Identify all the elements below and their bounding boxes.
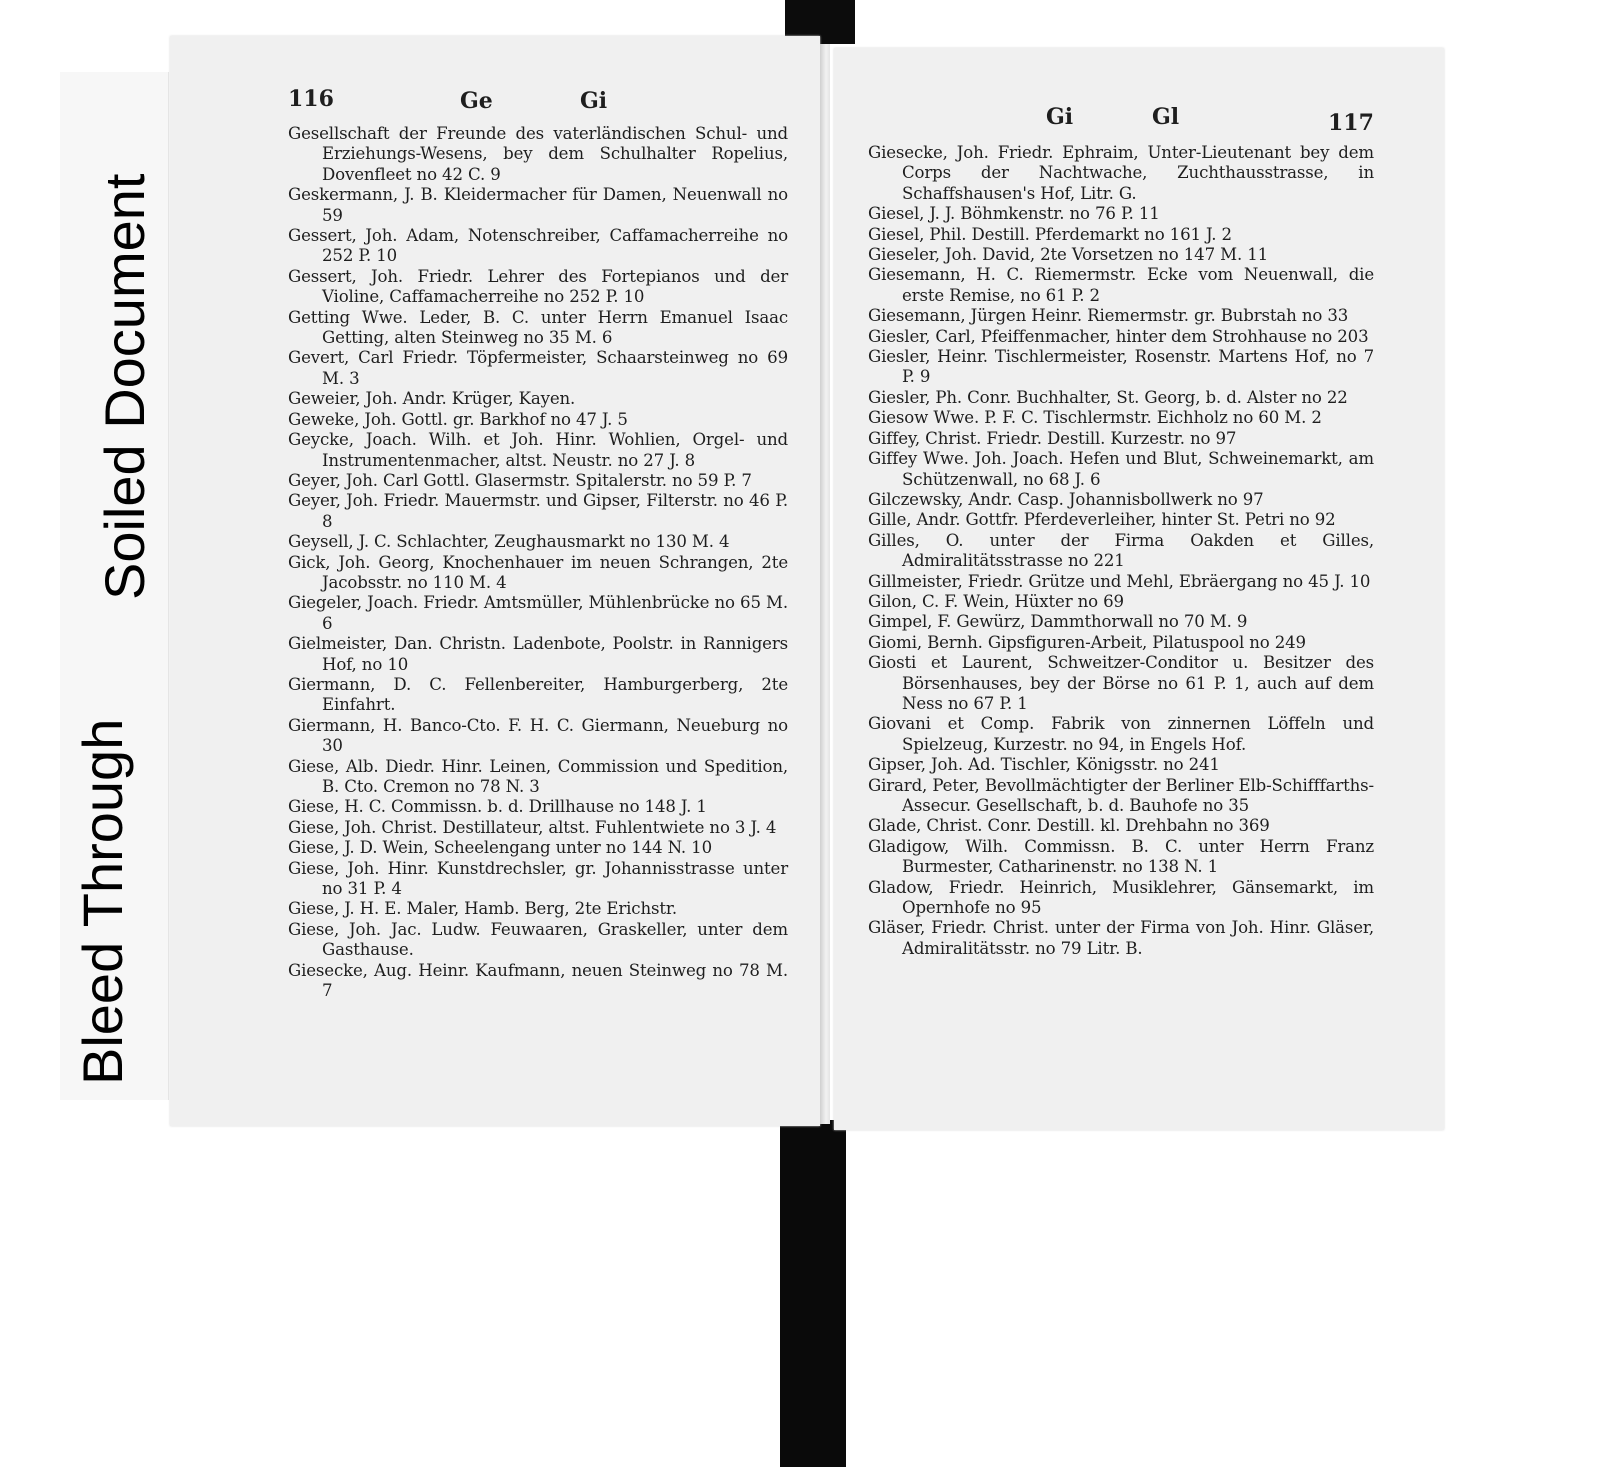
directory-entry: Gevert, Carl Friedr. Töpfermeister, Schaarsteinweg no 69 M. 3	[288, 348, 788, 388]
directory-entry: Giermann, D. C. Fellenbereiter, Hamburgerberg, 2te Einfahrt.	[288, 674, 788, 715]
directory-entry: Gladigow, Wilh. Commissn. B. C. unter Herrn Franz Burmester, Catharinenstr. no 138 N. 1	[868, 836, 1374, 877]
directory-entry: Giffey, Christ. Friedr. Destill. Kurzestr. no 97	[868, 428, 1237, 448]
directory-entry: Getting Wwe. Leder, B. C. unter Herrn Emanuel Isaac Getting, alten Steinweg no 35 M. 6	[288, 307, 788, 348]
directory-entry: Gieseler, Joh. David, 2te Vorsetzen no 147 M. 11	[868, 245, 1269, 265]
directory-entry: Gick, Joh. Georg, Knochenhauer im neuen Schrangen, 2te Jacobsstr. no 110 M. 4	[288, 552, 788, 592]
right-page-number: 117	[1328, 110, 1374, 136]
directory-entry: Giese, J. H. E. Maler, Hamb. Berg, 2te Erichstr.	[288, 899, 677, 919]
directory-entry: Giesel, Phil. Destill. Pferdemarkt no 161 J. 2	[868, 224, 1232, 244]
directory-entry: Geysell, J. C. Schlachter, Zeughausmarkt no 130 M. 4	[288, 532, 730, 552]
directory-entry: Gilon, C. F. Wein, Hüxter no 69	[868, 591, 1124, 611]
directory-entry: Gielmeister, Dan. Christn. Ladenbote, Poolstr. in Rannigers Hof, no 10	[288, 634, 788, 674]
binding-spine-bottom	[780, 1120, 846, 1467]
stamp-label-soiled: Soiled Document	[93, 173, 156, 600]
right-entry-list	[868, 143, 1374, 959]
directory-entry: Gilles, O. unter der Firma Oakden et Gilles, Admiralitätsstrasse no 221	[868, 530, 1374, 571]
directory-entry: Giosti et Laurent, Schweitzer-Conditor u. Besitzer des Börsenhauses, bey der Börse no 61 P. 1, auch auf dem Ness no 67 P. 1	[868, 653, 1374, 713]
directory-entry: Geweke, Joh. Gottl. gr. Barkhof no 47 J. 5	[288, 409, 628, 429]
directory-entry: Giesler, Ph. Conr. Buchhalter, St. Georg, b. d. Alster no 22	[868, 387, 1348, 407]
right-header-left-term: Gi	[1046, 104, 1074, 130]
directory-entry: Giese, H. C. Commissn. b. d. Drillhause no 148 J. 1	[288, 797, 707, 817]
directory-entry: Geycke, Joach. Wilh. et Joh. Hinr. Wohlien, Orgel- und Instrumentenmacher, altst. Neustr. no 27 J. 8	[288, 430, 788, 470]
directory-entry: Giesow Wwe. P. F. C. Tischlermstr. Eichholz no 60 M. 2	[868, 408, 1322, 428]
directory-entry: Giegeler, Joach. Friedr. Amtsmüller, Mühlenbrücke no 65 M. 6	[288, 593, 788, 633]
stamp-label-bleed: Bleed Through	[71, 718, 134, 1085]
directory-entry: Gilczewsky, Andr. Casp. Johannisbollwerk no 97	[868, 489, 1264, 509]
directory-entry: Geskermann, J. B. Kleidermacher für Damen, Neuenwall no 59	[288, 185, 788, 225]
left-header-left-term: Ge	[460, 88, 493, 114]
directory-entry: Giese, J. D. Wein, Scheelengang unter no 144 N. 10	[288, 838, 713, 858]
directory-entry: Gille, Andr. Gottfr. Pferdeverleiher, hinter St. Petri no 92	[868, 510, 1336, 530]
directory-entry: Giese, Joh. Christ. Destillateur, altst. Fuhlentwiete no 3 J. 4	[288, 817, 777, 837]
left-entry-list	[288, 124, 788, 1001]
directory-entry: Gimpel, F. Gewürz, Dammthorwall no 70 M. 9	[868, 612, 1248, 632]
directory-entry: Giffey Wwe. Joh. Joach. Hefen und Blut, Schweinemarkt, am Schützenwall, no 68 J. 6	[868, 449, 1374, 489]
directory-entry: Giese, Alb. Diedr. Hinr. Leinen, Commission und Spedition, B. Cto. Cremon no 78 N. 3	[288, 756, 788, 796]
page-fold	[820, 44, 830, 1124]
directory-entry: Gläser, Friedr. Christ. unter der Firma von Joh. Hinr. Gläser, Admiralitätsstr. no 79 Litr. B.	[868, 918, 1374, 958]
left-page-number: 116	[288, 86, 334, 112]
directory-entry: Giesecke, Aug. Heinr. Kaufmann, neuen Steinweg no 78 M. 7	[288, 960, 788, 1001]
directory-entry: Giese, Joh. Jac. Ludw. Feuwaaren, Graskeller, unter dem Gasthause.	[288, 919, 788, 960]
directory-entry: Giese, Joh. Hinr. Kunstdrechsler, gr. Johannisstrasse unter no 31 P. 4	[288, 858, 788, 899]
directory-entry: Giesler, Carl, Pfeiffenmacher, hinter dem Strohhause no 203	[868, 326, 1369, 346]
directory-entry: Gessert, Joh. Friedr. Lehrer des Fortepianos und der Violine, Caffamacherreihe no 252 P. 10	[288, 266, 788, 307]
directory-entry: Geweier, Joh. Andr. Krüger, Kayen.	[288, 389, 576, 409]
directory-entry: Gladow, Friedr. Heinrich, Musiklehrer, Gänsemarkt, im Opernhofe no 95	[868, 877, 1374, 918]
directory-entry: Giomi, Bernh. Gipsfiguren-Arbeit, Pilatuspool no 249	[868, 632, 1306, 652]
right-page-header	[834, 48, 1444, 136]
directory-entry: Girard, Peter, Bevollmächtigter der Berliner Elb-Schifffarths-Assecur. Gesellschaft, b. d. Bauhofe no 35	[868, 775, 1374, 815]
directory-entry: Geyer, Joh. Friedr. Mauermstr. und Gipser, Filterstr. no 46 P. 8	[288, 491, 788, 531]
directory-entry: Geyer, Joh. Carl Gottl. Glasermstr. Spitalerstr. no 59 P. 7	[288, 470, 752, 490]
directory-entry: Giesemann, Jürgen Heinr. Riemermstr. gr. Bubrstah no 33	[868, 306, 1349, 326]
directory-entry: Giesel, J. J. Böhmkenstr. no 76 P. 11	[868, 204, 1160, 224]
left-page	[170, 36, 820, 1126]
directory-entry: Giesler, Heinr. Tischlermeister, Rosenstr. Martens Hof, no 7 P. 9	[868, 347, 1374, 387]
directory-entry: Giesecke, Joh. Friedr. Ephraim, Unter-Lieutenant bey dem Corps der Nachtwache, Zuchthausstrasse, in Schaffshausen's Hof, Litr. G.	[868, 143, 1374, 203]
directory-entry: Giovani et Comp. Fabrik von zinnernen Löffeln und Spielzeug, Kurzestr. no 94, in Engels Hof.	[868, 714, 1374, 754]
directory-entry: Gessert, Joh. Adam, Notenschreiber, Caffamacherreihe no 252 P. 10	[288, 226, 788, 266]
directory-entry: Gesellschaft der Freunde des vaterländischen Schul- und Erziehungs-Wesens, bey dem Schulhalter Ropelius, Dovenfleet no 42 C. 9	[288, 124, 788, 184]
directory-entry: Gillmeister, Friedr. Grütze und Mehl, Ebräergang no 45 J. 10	[868, 571, 1371, 591]
directory-entry: Glade, Christ. Conr. Destill. kl. Drehbahn no 369	[868, 816, 1270, 836]
right-page	[834, 48, 1444, 1130]
directory-entry: Giermann, H. Banco-Cto. F. H. C. Giermann, Neueburg no 30	[288, 715, 788, 756]
left-page-header	[170, 36, 820, 114]
right-header-right-term: Gl	[1152, 104, 1180, 130]
left-header-right-term: Gi	[580, 88, 608, 114]
directory-entry: Giesemann, H. C. Riemermstr. Ecke vom Neuenwall, die erste Remise, no 61 P. 2	[868, 265, 1374, 305]
directory-entry: Gipser, Joh. Ad. Tischler, Königsstr. no 241	[868, 755, 1220, 775]
